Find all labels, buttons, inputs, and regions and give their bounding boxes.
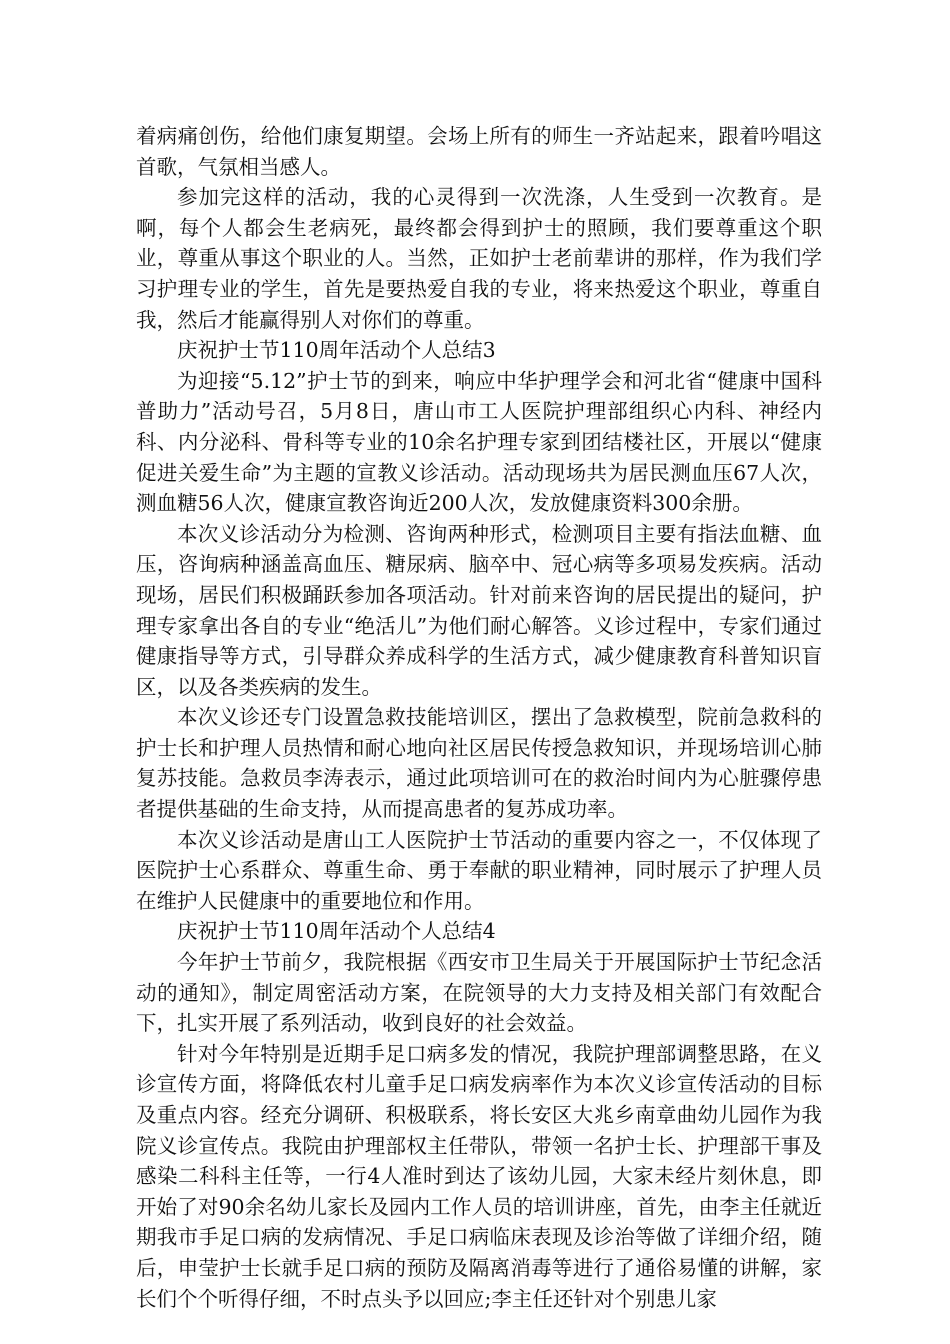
section-heading-3: 庆祝护士节110周年活动个人总结3: [177, 338, 496, 363]
paragraph-clinic-forms: 本次义诊活动分为检测、咨询两种形式，检测项目主要有指法血糖、血压，咨询病种涵盖高血压、糖尿病、脑卒中、冠心病等多项易发疾病。活动现场，居民们积极踊跃参加各项活动。针对前来咨询的居民提出的疑问，护理专家拿出各自的专业“绝活儿”为他们耐心解答。义诊过程中，专家们通过健康指导等方式，引导群众养成科学的生活方式，减少健康教育科普知识盲区，以及各类疾病的发生。: [136, 521, 822, 699]
paragraph-hfmd-campaign: 针对今年特别是近期手足口病多发的情况，我院护理部调整思路，在义诊宣传方面，将降低农村儿童手足口病发病率作为本次义诊宣传活动的目标及重点内容。经充分调研、积极联系，将长安区大兆乡南章曲幼儿园作为我院义诊宣传点。我院由护理部权主任带队，带领一名护士长、护理部干事及感染二科科主任等，一行4人准时到达了该幼儿园，大家未经片刻休息，即开始了对90余名幼儿家长及园内工作人员的培训讲座，首先，由李主任就近期我市手足口病的发病情况、手足口病临床表现及诊治等做了详细介绍，随后，申莹护士长就手足口病的预防及隔离消毒等进行了通俗易懂的讲解，家长们个个听得仔细，不时点头予以回应;李主任还针对个别患儿家: [136, 1041, 822, 1311]
paragraph-first-aid-training: 本次义诊还专门设置急救技能培训区，摆出了急救模型，院前急救科的护士长和护理人员热情和耐心地向社区居民传授急救知识，并现场培训心肺复苏技能。急救员李涛表示，通过此项培训可在的救治时间内为心脏骤停患者提供基础的生命支持，从而提高患者的复苏成功率。: [136, 705, 822, 822]
section-heading-4: 庆祝护士节110周年活动个人总结4: [177, 919, 496, 944]
paragraph-xian-activities: 今年护士节前夕，我院根据《西安市卫生局关于开展国际护士节纪念活动的通知》，制定周密活动方案，在院领导的大力支持及相关部门有效配合下，扎实开展了系列活动，收到良好的社会效益。: [136, 950, 822, 1036]
document-body: [136, 121, 822, 1314]
paragraph-reflection: 参加完这样的活动，我的心灵得到一次洗涤，人生受到一次教育。是啊，每个人都会生老病死，最终都会得到护士的照顾，我们要尊重这个职业，尊重从事这个职业的人。当然，正如护士老前辈讲的那样，作为我们学习护理专业的学生，首先是要热爱自我的专业，将来热爱这个职业，尊重自我，然后才能赢得别人对你们的尊重。: [136, 185, 822, 332]
paragraph-continuation: 着病痛创伤，给他们康复期望。会场上所有的师生一齐站起来，跟着吟唱这首歌，气氛相当感人。: [136, 124, 822, 179]
paragraph-event-intro: 为迎接“5.12”护士节的到来，响应中华护理学会和河北省“健康中国科普助力”活动号召，5月8日，唐山市工人医院护理部组织心内科、神经内科、内分泌科、骨科等专业的10余名护理专家到团结楼社区，开展以“健康促进关爱生命”为主题的宣教义诊活动。活动现场共为居民测血压67人次，测血糖56人次，健康宣教咨询近200人次，发放健康资料300余册。: [136, 368, 822, 516]
paragraph-significance: 本次义诊活动是唐山工人医院护士节活动的重要内容之一，不仅体现了医院护士心系群众、尊重生命、勇于奉献的职业精神，同时展示了护理人员在维护人民健康中的重要地位和作用。: [136, 827, 822, 913]
